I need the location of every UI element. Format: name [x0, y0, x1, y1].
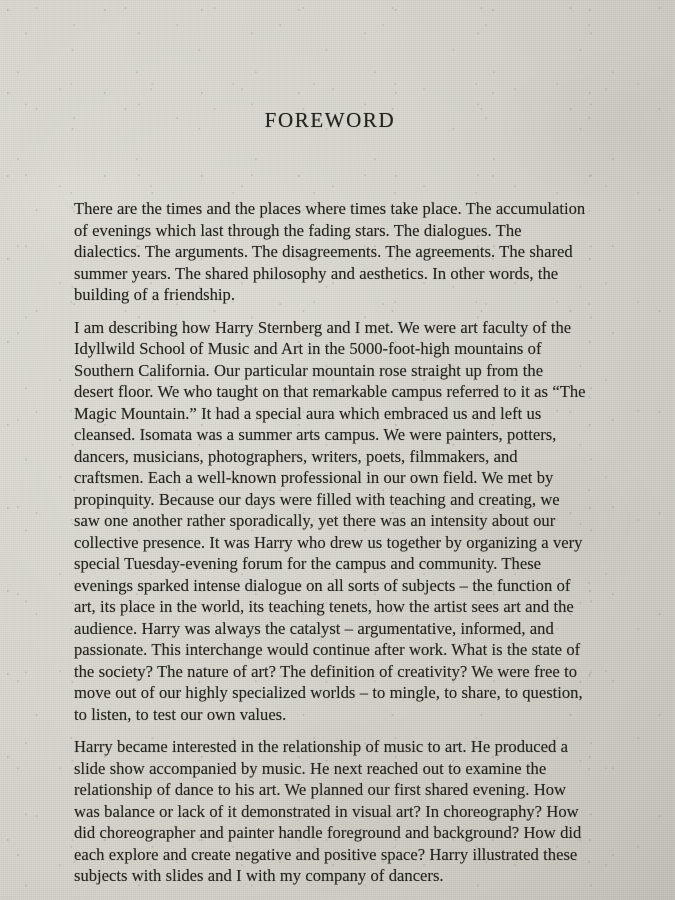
paragraph: I am describing how Harry Sternberg and I met. We were art faculty of the Idyllwild School of Music and Art in the 5000-foot-high mountains of Southern California. Our particular mountain rose straight up from the desert floor. We who taught on that remarkable campus referred to it as “The Magic Mountain.” It had a special aura which embraced us and left us cleansed. Isomata was a summer arts campus. We were painters, potters, dancers, musicians, photographers, writers, poets, filmmakers, and craftsmen. Each a well-known professional in our own field. We met by propinquity. Because our days were filled with teaching and creating, we saw one another rather sporadically, yet there was an intensity about our collective presence. It was Harry who drew us together by organizing a very special Tuesday-evening forum for the campus and community. These evenings sparked intense dialogue on all sorts of subjects – the function of art, its place in the world, its teaching tenets, how the artist sees art and the audience. Harry was always the catalyst – argumentative, informed, and passionate. This interchange would continue after work. What is the state of the society? The nature of art? The definition of creativity? We were free to move out of our highly specialized worlds – to mingle, to share, to question, to listen, to test our own values. [74, 317, 586, 724]
paragraph: There are the times and the places where times take place. The accumulation of evenings which last through the fading stars. The dialogues. The dialectics. The arguments. The disagreements. The agreements. The shared summer years. The shared philosophy and aesthetics. In other words, the building of a friendship. [74, 199, 586, 304]
paragraph: Harry became interested in the relationship of music to art. He produced a slide show accompanied by music. He next reached out to examine the relationship of dance to his art. We planned our first shared evening. How was balance or lack of it demonstrated in visual art? In choreography? How did choreographer and painter handle foreground and background? How did each explore and create negative and positive space? Harry illustrated these subjects with slides and I with my company of dancers. [74, 737, 582, 885]
body-text [74, 198, 586, 887]
page-title: FOREWORD [264, 108, 396, 132]
